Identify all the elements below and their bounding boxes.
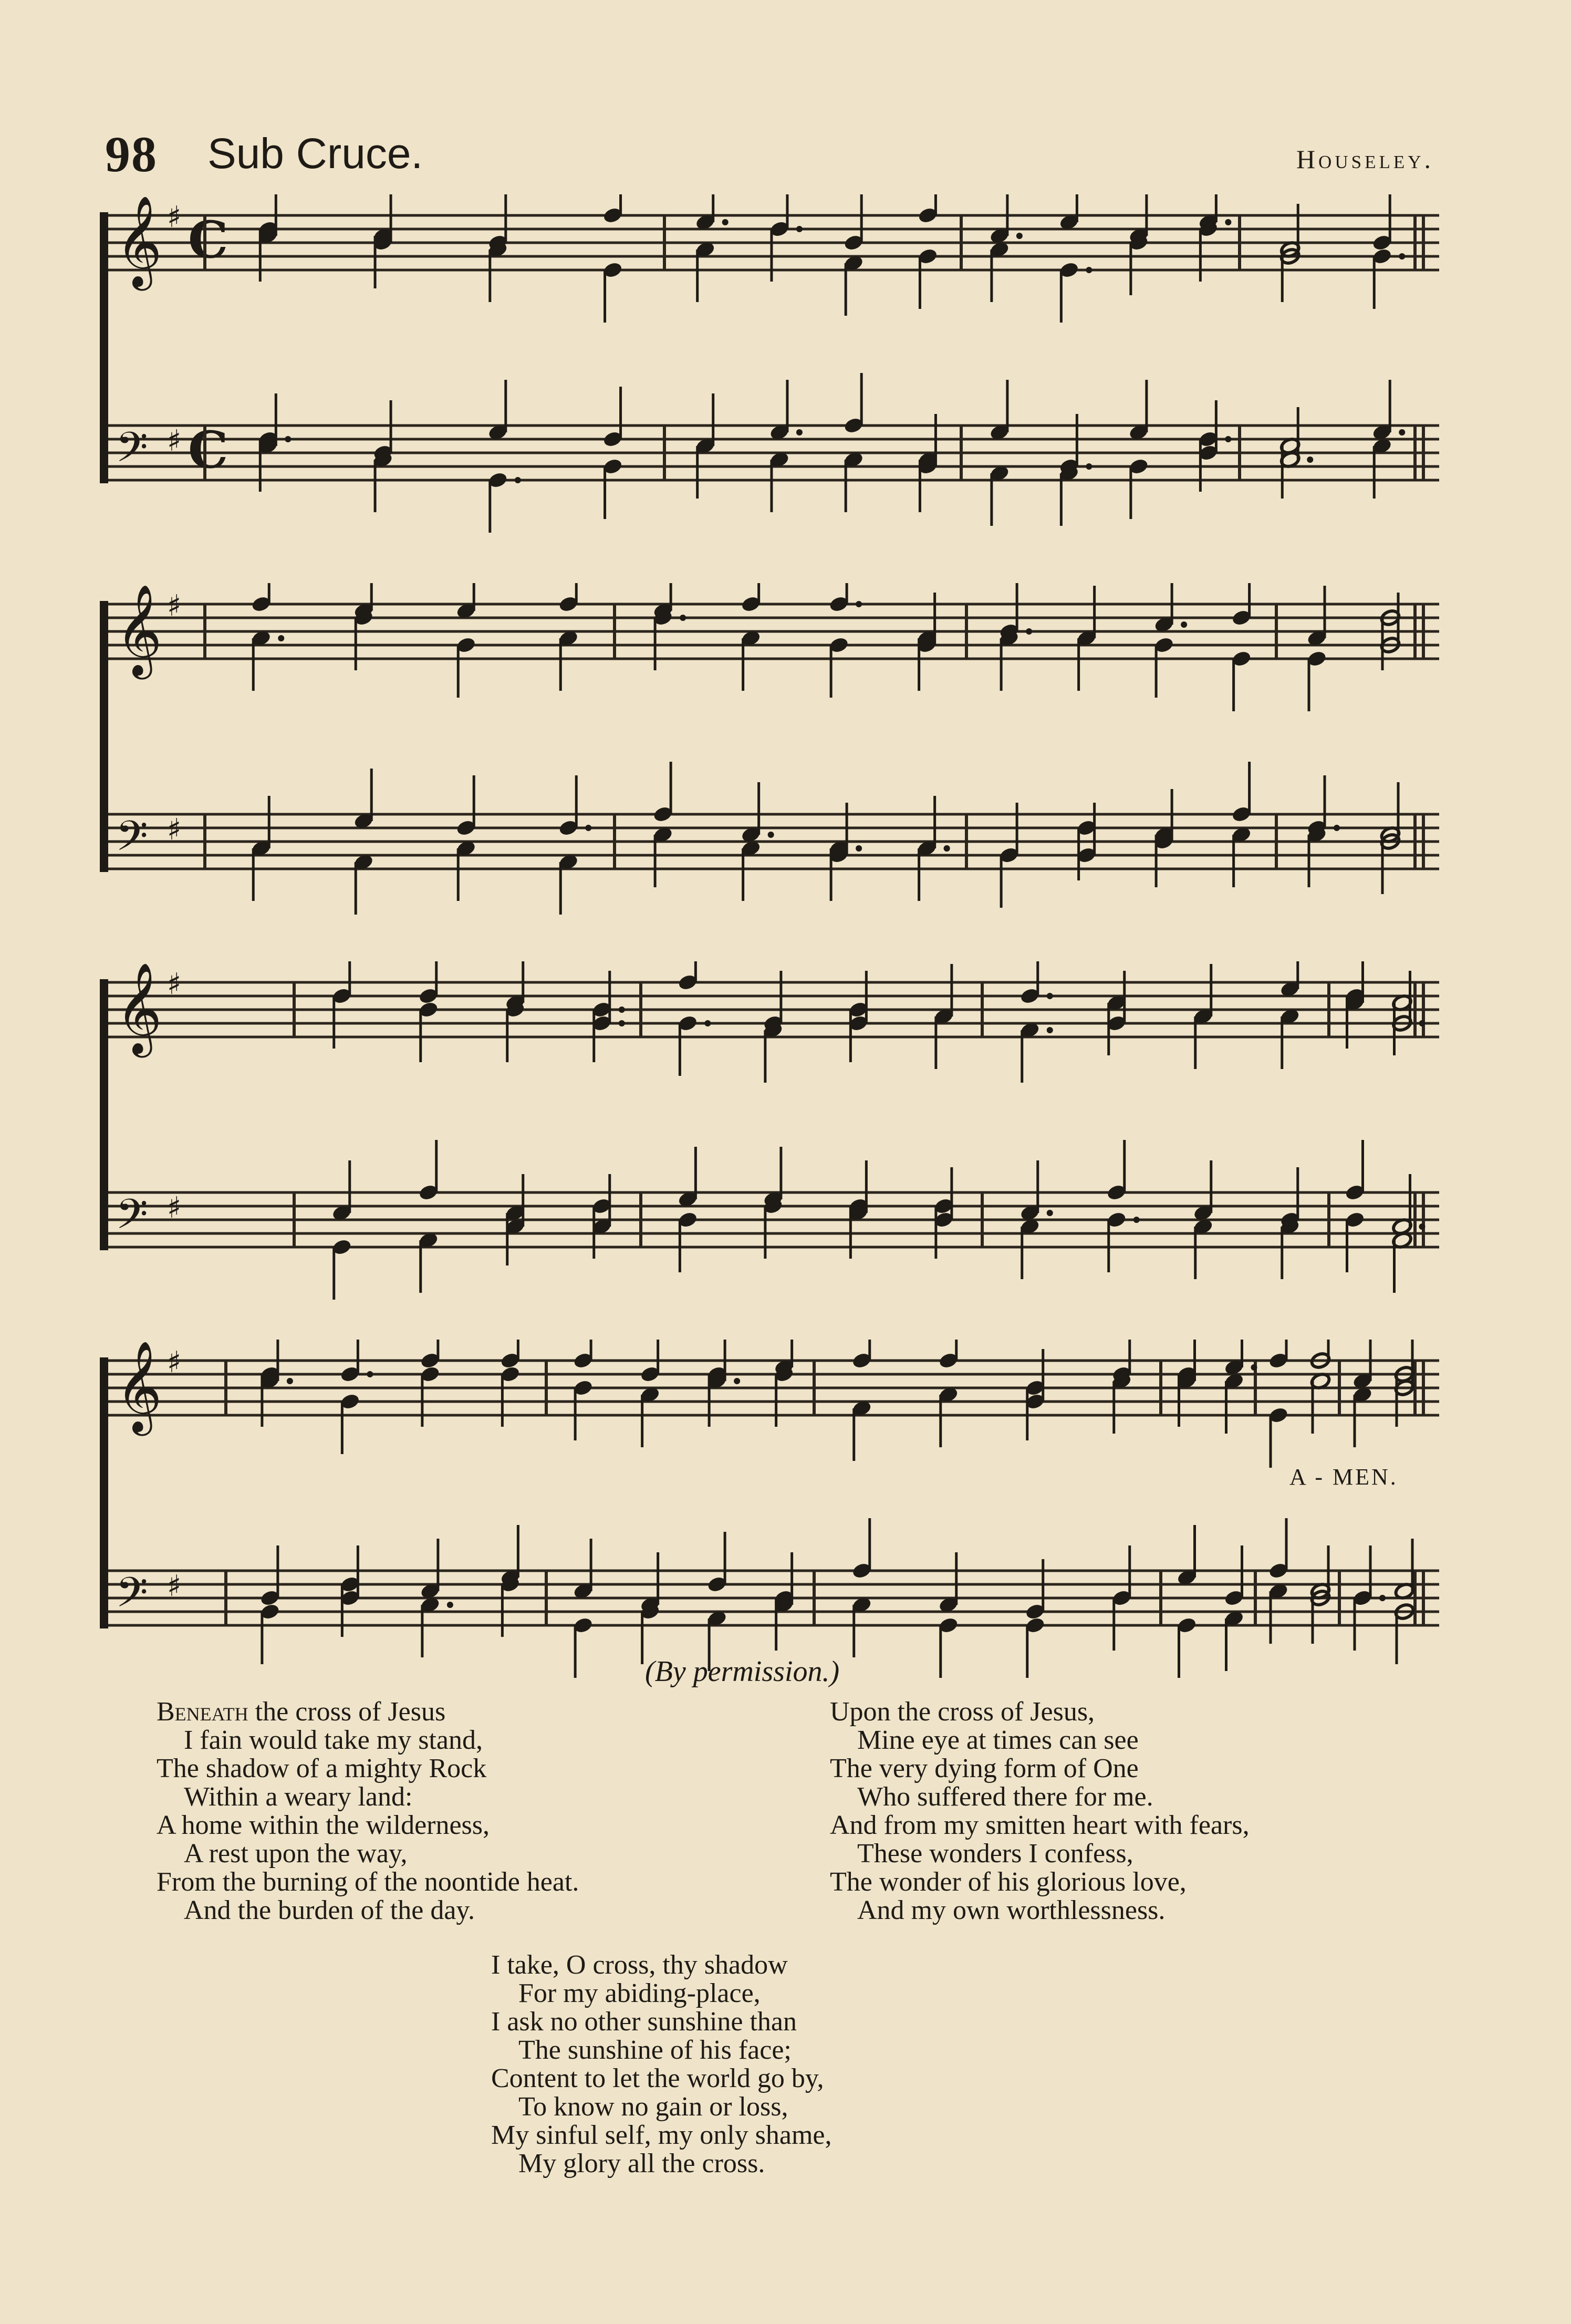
dot xyxy=(1047,1210,1053,1216)
dot xyxy=(1419,1020,1426,1026)
dot xyxy=(1379,1595,1386,1601)
dot xyxy=(704,1020,711,1026)
key-signature-sharp: ♯ xyxy=(167,589,182,623)
verse-line: The wonder of his glorious love, xyxy=(830,1867,1187,1897)
staff-svg xyxy=(100,961,1444,1303)
dot xyxy=(1181,621,1187,628)
dot xyxy=(1251,1364,1257,1371)
time-signature: C xyxy=(188,210,228,269)
dot xyxy=(1307,456,1313,463)
key-signature-sharp: ♯ xyxy=(167,1569,182,1603)
dot xyxy=(1133,1217,1140,1223)
staff-svg xyxy=(100,1340,1444,1681)
dot xyxy=(722,219,729,225)
dot xyxy=(619,1007,625,1013)
verse-line: From the burning of the noontide heat. xyxy=(157,1867,579,1897)
verse-2 xyxy=(830,1698,1250,1925)
composer-name: Houseley. xyxy=(1296,144,1434,174)
music-system-3 xyxy=(100,961,1444,1303)
dot xyxy=(1225,219,1231,225)
dot xyxy=(585,825,591,831)
dot xyxy=(944,845,950,852)
verse-line: And from my smitten heart with fears, xyxy=(830,1810,1250,1840)
dot xyxy=(1334,825,1340,831)
verse-line: Mine eye at times can see xyxy=(857,1725,1139,1755)
amen-label: A - MEN. xyxy=(1289,1464,1398,1490)
dot xyxy=(515,477,521,483)
dot xyxy=(285,436,291,442)
dot xyxy=(796,226,803,232)
staff-svg xyxy=(100,583,1444,925)
dot xyxy=(1086,463,1092,470)
dot xyxy=(1399,429,1405,435)
verse-line: A rest upon the way, xyxy=(184,1839,408,1869)
verse-line: Within a weary land: xyxy=(184,1782,413,1812)
verse-line: I take, O cross, thy shadow xyxy=(491,1950,788,1980)
dot xyxy=(278,635,284,641)
key-signature-sharp: ♯ xyxy=(167,967,182,1001)
dot xyxy=(447,1602,453,1608)
key-signature-sharp: ♯ xyxy=(167,1345,182,1379)
verse-line: My sinful self, my only shame, xyxy=(491,2120,832,2150)
music-system-1 xyxy=(100,194,1444,536)
dot xyxy=(1086,267,1092,273)
verse-line: Upon the cross of Jesus, xyxy=(830,1697,1095,1727)
music-system-2 xyxy=(100,583,1444,925)
bass-clef: 𝄢 xyxy=(116,1190,148,1249)
dot xyxy=(1047,1027,1053,1033)
dot xyxy=(856,601,862,607)
dot xyxy=(768,832,774,838)
treble-clef: 𝄞 xyxy=(116,195,162,287)
bass-clef: 𝄢 xyxy=(116,812,148,870)
treble-clef: 𝄞 xyxy=(116,962,162,1054)
verse-3 xyxy=(491,1951,832,2178)
dot xyxy=(1047,993,1053,999)
bass-clef: 𝄢 xyxy=(116,1568,148,1627)
verse-line: These wonders I confess, xyxy=(857,1839,1133,1869)
dot xyxy=(796,429,803,435)
dot xyxy=(1026,628,1032,635)
verse-line: My glory all the cross. xyxy=(518,2149,765,2178)
key-signature-sharp: ♯ xyxy=(167,200,182,234)
dot xyxy=(1419,1223,1426,1230)
dot xyxy=(619,1020,625,1026)
dot xyxy=(1399,253,1405,260)
hymn-title: Sub Cruce. xyxy=(207,130,423,178)
treble-clef: 𝄞 xyxy=(116,584,162,676)
key-signature-sharp: ♯ xyxy=(167,1191,182,1225)
staff-svg xyxy=(100,194,1444,536)
verse-line: And the burden of the day. xyxy=(184,1895,475,1925)
dot xyxy=(367,1371,373,1377)
dot xyxy=(680,615,686,621)
verse-1 xyxy=(157,1698,579,1925)
hymn-number: 98 xyxy=(105,126,158,182)
key-signature-sharp: ♯ xyxy=(167,813,182,847)
treble-clef: 𝄞 xyxy=(116,1341,162,1432)
verse-line: A home within the wilderness, xyxy=(157,1810,490,1840)
verse-line: To know no gain or loss, xyxy=(518,2092,788,2122)
permission-note: (By permission.) xyxy=(645,1655,840,1688)
bass-clef: 𝄢 xyxy=(116,423,148,482)
verse-line: Beneath the cross of Jesus xyxy=(157,1697,446,1727)
verse-line: For my abiding-place, xyxy=(518,1978,761,2008)
verse-line: Content to let the world go by, xyxy=(491,2063,824,2093)
verse-line: The shadow of a mighty Rock xyxy=(157,1754,487,1783)
verse-line: And my own worthlessness. xyxy=(857,1895,1166,1925)
verse-line: I ask no other sunshine than xyxy=(491,2007,797,2037)
verse-line: I fain would take my stand, xyxy=(184,1725,483,1755)
verse-first-word: Beneath xyxy=(157,1697,248,1727)
verse-line: Who suffered there for me. xyxy=(857,1782,1153,1812)
dot xyxy=(1225,436,1231,442)
verse-line: The sunshine of his face; xyxy=(518,2035,792,2065)
verse-line: The very dying form of One xyxy=(830,1754,1139,1783)
dot xyxy=(856,845,862,852)
hymn-header xyxy=(100,125,1434,183)
dot xyxy=(287,1378,293,1384)
dot xyxy=(1016,233,1023,239)
time-signature: C xyxy=(188,420,228,480)
dot xyxy=(734,1378,740,1384)
key-signature-sharp: ♯ xyxy=(167,424,182,458)
music-system-4 xyxy=(100,1340,1444,1681)
